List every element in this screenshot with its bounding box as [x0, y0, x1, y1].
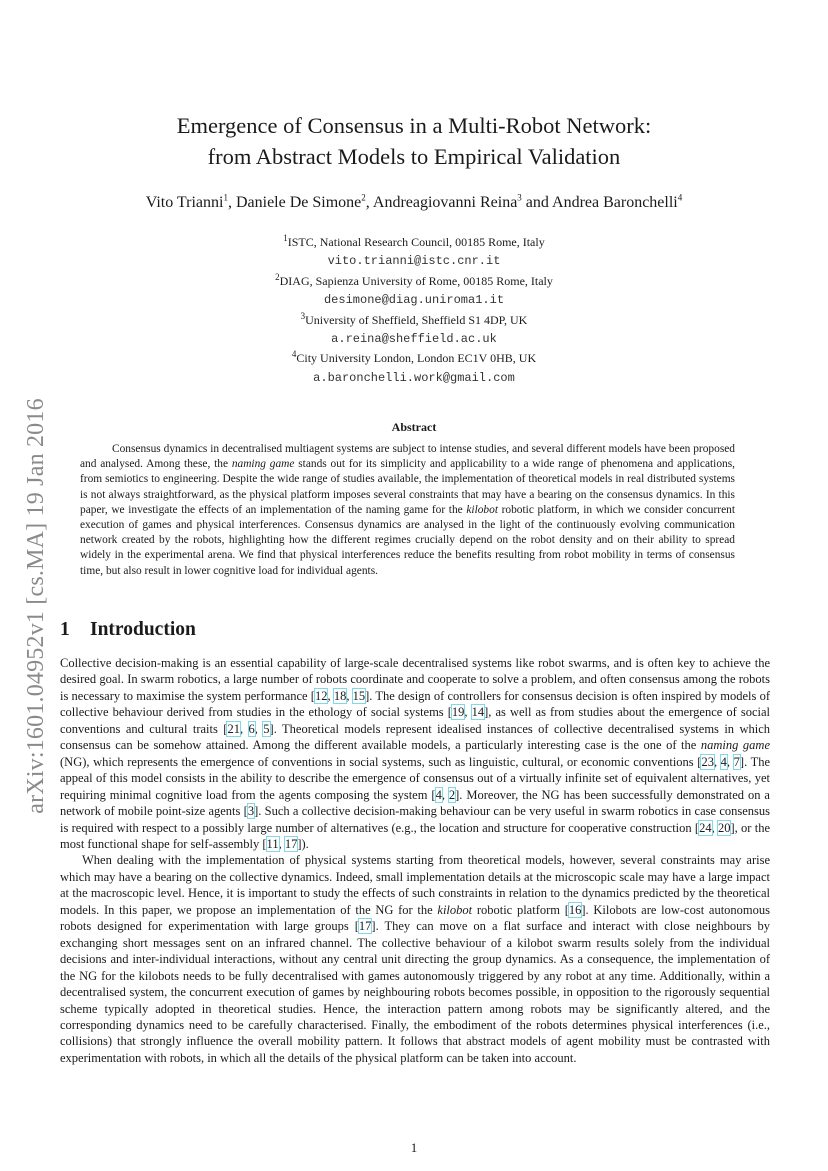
affiliation-text: ISTC, National Research Council, 00185 Rome, Italy	[287, 235, 545, 249]
emphasis: naming game	[700, 738, 770, 753]
abstract-text: Consensus dynamics in decentralised multiagent systems are subject to intense studies, and several different models have been proposed and analysed. Among these, the naming game stands out for its simplicity and applicability to a wide range of phenomena and applications, from semiotics to engineering. Despite the wide range of studies available, the implementation of theoretical models in real distributed systems is not always straightforward, as the physical platform imposes several constraints that may have a bearing on the consensus dynamics. In this paper, we investigate the effects of an implementation of the naming game for the kilobot robotic platform, in which we consider concurrent execution of games and physical interferences. Consensus dynamics are analysed in the light of the continuously evolving communication network created by the robots, highlighting how the different regimes crucially depend on the robot density and on their ability to spread widely in the experimental arena. We find that physical interferences reduce the benefits resulting from robot mobility in terms of consensus time, but also result in lower cognitive load for individual agents.	[80, 443, 735, 577]
citation-link[interactable]: 17	[358, 919, 372, 934]
affiliation	[60, 349, 768, 368]
title-line: from Abstract Models to Empirical Validation	[207, 144, 621, 169]
affiliation-text: University of Sheffield, Sheffield S1 4DP, UK	[305, 312, 528, 327]
section-title: Introduction	[90, 619, 196, 640]
section-heading	[60, 619, 196, 641]
affiliation-mark: 2	[275, 271, 280, 282]
citation-link[interactable]: 5	[263, 721, 270, 736]
author-name: Daniele De Simone	[235, 194, 362, 211]
citation-link[interactable]: 11	[266, 836, 279, 851]
section-body	[60, 655, 770, 1066]
affiliation-mark: 1	[283, 233, 288, 243]
author-affiliation-mark: 3	[517, 192, 522, 203]
citation-link[interactable]: 2	[448, 787, 456, 802]
email-link[interactable]: vito.trianni@istc.cnr.it	[327, 254, 501, 269]
section-number: 1	[60, 619, 70, 640]
citation-link[interactable]: 18	[333, 688, 347, 703]
emphasis: kilobot	[437, 902, 473, 917]
citation-link[interactable]: 23	[701, 754, 714, 769]
author-name: Andreagiovanni Reina	[372, 194, 518, 211]
citation-link[interactable]: 3	[247, 804, 255, 819]
affiliations	[60, 233, 768, 388]
title-line: Emergence of Consensus in a Multi-Robot Network:	[176, 113, 652, 138]
citation-link[interactable]: 16	[568, 902, 582, 917]
citation-link[interactable]: 14	[471, 705, 485, 720]
citation-link[interactable]: 4	[720, 754, 727, 769]
author-affiliation-mark: 4	[677, 192, 683, 203]
citation-link[interactable]: 21	[227, 721, 240, 736]
paragraph: Collective decision-making is an essential capability of large-scale decentralised systems like robot swarms, and is often key to achieve the desired goal. In swarm robotics, a large number of robots coordinate and cooperate to solve a problem, and often consensus among the robots is necessary to maximise the system performance [12, 18, 15]. The design of controllers for consensus decision is often inspired by models of collective behaviour derived from studies in the ethology of social systems [19, 14], as well as from studies about the emergence of social conventions and cultural traits [21, 6, 5]. Theoretical models represent idealised instances of collective decentralised systems in which consensus can be somehow attained. Among the different available models, a particularly interesting case is the one of the naming game (NG), which represents the emergence of conventions in social systems, such as linguistic, cultural, or economic conventions [23, 4, 7]. The appeal of this model consists in the ability to describe the emergence of consensus out of a virtually infinite set of equivalent alternatives, yet requiring minimal cognitive load from the agents composing the system [4, 2]. Moreover, the NG has been successfully demonstrated on a network of mobile point-size agents [3]. Such a collective decision-making behaviour can be very useful in swarm robotics in case consensus is required with respect to a possibly large number of alternatives (e.g., the location and structure for cooperative construction [24, 20], or the most functional shape for self-assembly [11, 17]).	[60, 656, 771, 851]
author-name: Vito Trianni	[145, 194, 224, 211]
affiliation	[60, 233, 768, 252]
paragraph: When dealing with the implementation of physical systems starting from theoretical models, however, several constraints may arise which may have a bearing on the collective dynamics. Indeed, small implementation details at the microscopic scale may have a large impact at the macroscopic level. Hence, it is important to study the effects of such constraints in relation to the dynamics predicted by the theoretical models. In this paper, we propose an implementation of the NG for the kilobot robotic platform [16]. Kilobots are low-cost autonomous robots designed for experimentation with large groups [17]. They can move on a flat surface and interact with close neighbours by exchanging short messages sent on an infrared channel. The collective behaviour of a kilobot swarm results solely from the individual decisions and inter-individual interactions, without any central unit directing the group dynamics. As a consequence, the implementation of the NG for the kilobots needs to be fully decentralised with games autonomously triggered by any robot at any time. Additionally, within a decentralised system, the concurrent execution of games by neighbouring robots becomes possible, in opposition to the rigorously sequential scheme typically adopted in theoretical studies. Hence, the interaction pattern among robots may be significantly altered, and the corresponding dynamics need to be carefully characterised. Finally, the embodiment of the robots determines physical interferences (i.e., collisions) that strongly influence the overall mobility pattern. It follows that abstract models of agent mobility must be contrasted with experimentation with robots, in which all the details of the physical platform can be taken into account.	[60, 853, 771, 1065]
page-number: 1	[410, 1140, 418, 1155]
arxiv-identifier: arXiv:1601.04952v1 [cs.MA] 19 Jan 2016	[23, 398, 49, 814]
author-affiliation-mark: 1	[223, 192, 228, 203]
affiliation-mark: 4	[291, 349, 297, 360]
email-link[interactable]: a.baronchelli.work@gmail.com	[313, 370, 515, 385]
emphasis: naming game	[231, 458, 295, 471]
email-link[interactable]: desimone@diag.uniroma1.it	[323, 293, 505, 308]
citation-link[interactable]: 17	[284, 836, 298, 851]
affiliation-mark: 3	[300, 310, 306, 321]
emphasis: kilobot	[466, 503, 498, 516]
affiliation-text: DIAG, Sapienza University of Rome, 00185 Rome, Italy	[279, 273, 553, 288]
affiliation	[60, 311, 768, 330]
citation-link[interactable]: 19	[451, 705, 465, 720]
paper-title	[60, 110, 768, 172]
citation-link[interactable]: 24	[699, 820, 712, 835]
citation-link[interactable]: 6	[248, 721, 255, 736]
citation-link[interactable]: 4	[435, 787, 442, 802]
affiliation	[60, 272, 768, 291]
abstract-heading: Abstract	[391, 420, 437, 434]
author-list: Vito Trianni$^1$, Daniele De Simone$^2$, Andreagiovanni Reina$^3$ and Andrea Baronchelli$^4$	[145, 192, 683, 211]
email-link[interactable]: a.reina@sheffield.ac.uk	[331, 331, 497, 346]
affiliation-text: City University London, London EC1V 0HB, UK	[296, 351, 537, 366]
author-affiliation-mark: 2	[361, 192, 366, 203]
citation-link[interactable]: 20	[717, 820, 731, 835]
citation-link[interactable]: 15	[352, 688, 366, 703]
citation-link[interactable]: 7	[733, 754, 740, 769]
citation-link[interactable]: 12	[314, 688, 328, 703]
author-name: Andrea Baronchelli	[552, 194, 678, 211]
